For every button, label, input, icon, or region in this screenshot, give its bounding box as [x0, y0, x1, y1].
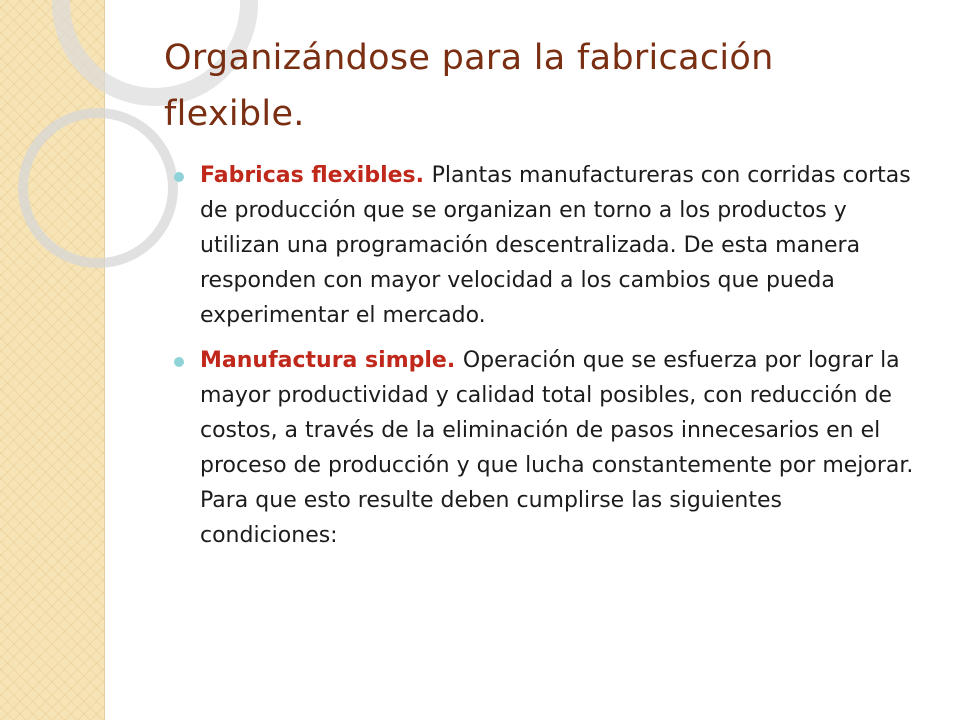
bullet-text: Operación que se esfuerza por lograr la mayor productividad y calidad total posibles, con reducción de costos, a través de la eliminación de pasos innecesarios en el proceso de producción y que lucha constantemente por mejorar. Para que esto resulte deben cumplirse las siguientes condiciones:: [200, 348, 914, 548]
bullet-list: [174, 158, 922, 563]
bullet-text: Plantas manufactureras con corridas cortas de producción que se organizan en torno a los productos y utilizan una programación descentralizada. De esta manera responden con mayor velocidad a los cambios que pueda experimentar el mercado.: [200, 163, 911, 328]
decorative-sidebar: [0, 0, 105, 720]
slide-title: Organizándose para la fabricación flexible.: [164, 38, 774, 134]
bullet-term: Fabricas flexibles.: [200, 163, 432, 188]
bullet-dot-icon: [174, 357, 184, 367]
bullet-term: Manufactura simple.: [200, 348, 463, 373]
bullet-item-fabricas-flexibles: [174, 158, 922, 333]
bullet-dot-icon: [174, 172, 184, 182]
bullet-item-manufactura-simple: [174, 343, 922, 553]
